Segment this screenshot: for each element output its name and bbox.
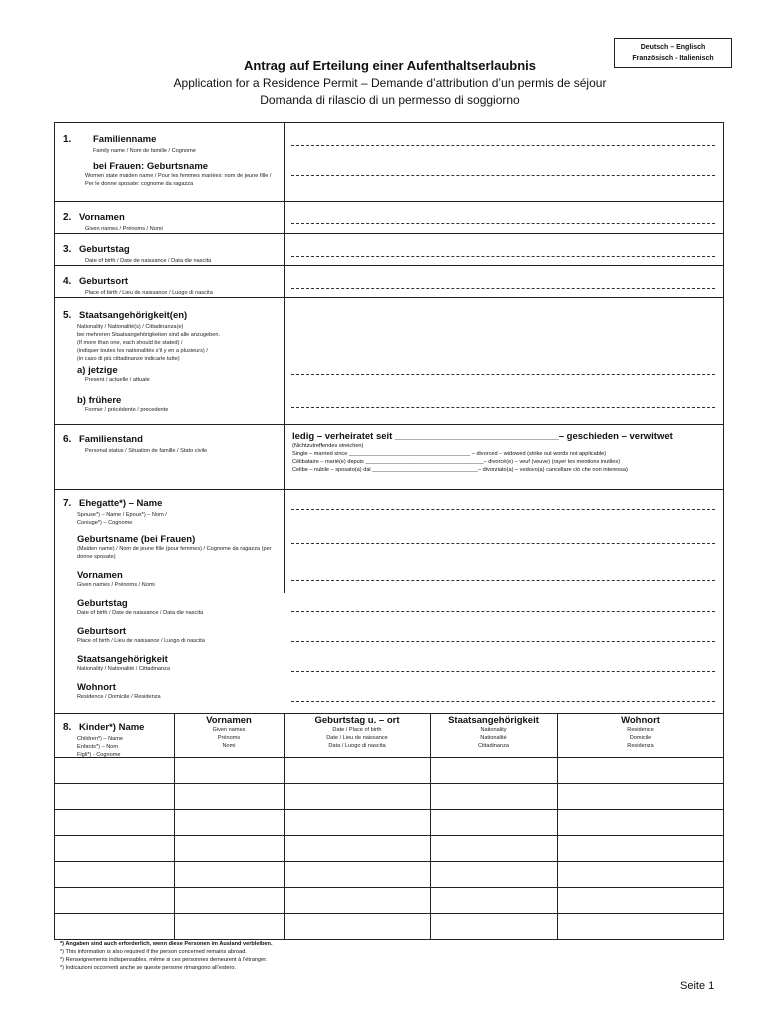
- spouse-nationality-label: Staatsangehörigkeit: [77, 654, 168, 665]
- spouse-maiden-sublabel: (Maiden name) / Nom de jeune fille (pour femmes) / Cognome da ragazza (per donne sposate): [77, 546, 272, 560]
- birth-date-field[interactable]: [291, 256, 715, 257]
- table-row[interactable]: [55, 757, 723, 758]
- col-header-label: Wohnort: [621, 715, 660, 726]
- spouse-nationality-field[interactable]: [291, 671, 715, 672]
- spouse-residence-label: Wohnort: [77, 682, 116, 693]
- col-header-sub: Data / Luogo di nascita: [328, 743, 386, 749]
- col-header-sub: Nationalité: [480, 735, 507, 741]
- col-header-sub: Cittadinanza: [477, 743, 510, 749]
- table-row[interactable]: [55, 809, 723, 810]
- section-label: Familienname: [93, 134, 157, 145]
- section-label: Staatsangehörigkeit(en): [79, 310, 188, 321]
- children-sublabel-en: Children*) – Name: [77, 736, 124, 742]
- footnote-en: *) This information is also required if the person concerned remains abroad.: [60, 949, 247, 955]
- spouse-residence-sublabel: Residence / Domicile / Residenza: [77, 694, 161, 700]
- col-header-label: Vornamen: [206, 715, 252, 726]
- section-number: 8.: [63, 722, 72, 733]
- section-spouse: [63, 493, 285, 701]
- section-sublabel-b: Coniuge*) – Cognome: [77, 520, 133, 526]
- spouse-given-label: Vornamen: [77, 570, 123, 581]
- col-header-sub: Residenza: [627, 743, 654, 749]
- section-nationality: [63, 305, 285, 414]
- nationality-present-sublabel: Present / actuelle / attuale: [85, 377, 150, 383]
- marital-status-options[interactable]: [292, 431, 722, 474]
- marital-line-it: Celibe – nubile – sposato(a) dal __________________________________– divorziato(a) – vedovo(a) cancellare ciò che non interessa): [292, 467, 628, 473]
- children-sublabel-fr: Enfants*) – Nom: [77, 744, 119, 750]
- col-header-sub: Residence: [627, 727, 654, 733]
- language-box: [614, 38, 732, 68]
- spouse-given-field[interactable]: [291, 580, 715, 581]
- section-sublabel: Place of birth / Lieu de naissance / Luogo di nascita: [85, 290, 213, 296]
- section-label: Geburtsort: [79, 276, 129, 287]
- col-header-sub: Domicile: [629, 735, 652, 741]
- col-header-sub: Nationality: [480, 727, 507, 733]
- col-header-sub: Nomi: [222, 743, 236, 749]
- nationality-present-label: a) jetzige: [77, 365, 118, 376]
- section-label: Geburtstag: [79, 244, 130, 255]
- section-number: 5.: [63, 310, 72, 321]
- form-subtitle-2: Domanda di rilascio di un permesso di soggiorno: [260, 93, 520, 107]
- spouse-birthdate-field[interactable]: [291, 611, 715, 612]
- spouse-birthdate-sublabel: Date of birth / Date de naissance / Data die nascita: [77, 610, 204, 616]
- col-header-sub: Prénoms: [217, 735, 241, 741]
- section-sublabel-e: (in caso di più cittadinanze indicarle tutte): [77, 356, 180, 362]
- section-number: 3.: [63, 244, 72, 255]
- col-header-sub: Date / Place of birth: [332, 727, 382, 733]
- spouse-maiden-field[interactable]: [291, 543, 715, 544]
- application-form: [54, 122, 724, 940]
- form-subtitle-1: Application for a Residence Permit – Demande d’attribution d’un permis de séjour: [173, 76, 607, 90]
- table-row[interactable]: [55, 835, 723, 836]
- col-header-label: Staatsangehörigkeit: [448, 715, 539, 726]
- section-label: Ehegatte*) – Name: [79, 498, 163, 509]
- section-number: 4.: [63, 276, 72, 287]
- col-header-residence: [558, 715, 723, 750]
- section-sublabel: Family name / Nom de famille / Cognome: [93, 148, 196, 154]
- marital-note: (Nichtzutreffendes streichen): [292, 443, 364, 449]
- row-separator: [55, 201, 723, 202]
- nationality-former-label: b) frühere: [77, 395, 122, 406]
- nationality-former-sublabel: Former / précédente / precedente: [85, 407, 169, 413]
- language-line-1: Deutsch – Englisch: [640, 44, 706, 51]
- spouse-birthplace-label: Geburtsort: [77, 626, 127, 637]
- page-number: Seite 1: [680, 980, 715, 992]
- section-birth-date: [63, 239, 285, 265]
- section-sublabel-b: bei mehreren Staatsangehörigkeiten sind alle anzugeben.: [77, 332, 221, 338]
- maiden-name-label: bei Frauen: Geburtsname: [93, 161, 209, 172]
- section-marital-status: [63, 429, 285, 455]
- section-label: Kinder*) Name: [79, 722, 145, 733]
- col-header-nationality: [431, 715, 556, 750]
- row-separator: [55, 265, 723, 266]
- nationality-present-field[interactable]: [291, 374, 715, 375]
- footnote-it: *) Indicazioni occorrenti anche se queste persone rimangono all’estero.: [60, 965, 236, 971]
- section-sublabel: Given names / Prénoms / Nomi: [85, 226, 163, 232]
- row-separator: [55, 424, 723, 425]
- row-separator: [55, 297, 723, 298]
- section-sublabel-c: (If more than one, each should be stated) /: [77, 340, 183, 346]
- spouse-nationality-sublabel: Nationality / Nationalité / Cittadinanza: [77, 666, 170, 672]
- section-sublabel: Nationality / Nationalité(s) / Cittadinanza(e): [77, 324, 184, 330]
- section-number: 7.: [63, 498, 72, 509]
- children-header: [63, 717, 173, 759]
- spouse-given-sublabel: Given names / Prénoms / Nomi: [77, 582, 155, 588]
- col-header-sub: Date / Lieu de naissance: [326, 735, 388, 741]
- row-separator: [55, 713, 723, 714]
- section-given-names: [63, 207, 285, 233]
- section-birth-place: [63, 271, 285, 297]
- marital-line-fr: Célibataire – marié(e) depuis ______________________________________– divorcé(e) – veuf (veuve) (rayer les mentions inutiles): [292, 459, 621, 465]
- language-line-2: Französisch - Italienisch: [632, 55, 714, 62]
- maiden-name-sublabel: Women state maiden name / Pour les femmes mariées: nom de jeune fille / Per le donne sposate: cognome da ragazza: [85, 173, 272, 187]
- col-header-label: Geburtstag u. – ort: [314, 715, 400, 726]
- family-name-field[interactable]: [291, 145, 715, 146]
- section-family-name: [63, 129, 285, 188]
- section-label: Vornamen: [79, 212, 125, 223]
- section-number: 2.: [63, 212, 72, 223]
- spouse-birthplace-sublabel: Place of birth / Lieu de naissance / Luogo di nascita: [77, 638, 205, 644]
- row-separator: [55, 489, 723, 490]
- children-sublabel-it: Figli*) - Cognome: [77, 752, 121, 758]
- col-header-given-names: [175, 715, 283, 750]
- form-title: Antrag auf Erteilung einer Aufenthaltserlaubnis: [243, 58, 537, 73]
- given-names-field[interactable]: [291, 223, 715, 224]
- spouse-birthplace-field[interactable]: [291, 641, 715, 642]
- col-header-sub: Given names: [212, 727, 246, 733]
- spouse-maiden-label: Geburtsname (bei Frauen): [77, 534, 196, 545]
- maiden-name-field[interactable]: [291, 175, 715, 176]
- table-row[interactable]: [55, 783, 723, 784]
- section-sublabel: Date of birth / Date de naissance / Data die nascita: [85, 258, 212, 264]
- table-row[interactable]: [55, 887, 723, 888]
- section-sublabel-d: (indiquer toutes les nationalités s’il y en a plusieurs) /: [77, 348, 208, 354]
- section-sublabel: Spouse*) – Name / Epoux*) – Nom /: [77, 512, 167, 518]
- footnotes: [60, 940, 273, 972]
- footnote-de: *) Angaben sind auch erforderlich, wenn diese Personen im Ausland verbleiben.: [60, 941, 273, 947]
- table-row[interactable]: [55, 861, 723, 862]
- section-sublabel: Personal status / Situation de famille / Stato civile: [85, 448, 208, 454]
- section-number: 6.: [63, 434, 72, 445]
- section-label: Familienstand: [79, 434, 143, 445]
- spouse-residence-field[interactable]: [291, 701, 715, 702]
- row-separator: [55, 233, 723, 234]
- marital-line-de: ledig – verheiratet seit _______________________________– geschieden – verwitwet: [292, 431, 673, 442]
- section-number: 1.: [63, 134, 72, 145]
- spouse-name-field[interactable]: [291, 509, 715, 510]
- marital-line-en: Single – married since _______________________________________ – divorced – widowed (strike out words not applicable): [292, 451, 607, 457]
- table-row[interactable]: [55, 913, 723, 914]
- footnote-fr: *) Renseignements indispensables, même si ces personnes demeurent à l’étranger.: [60, 957, 268, 963]
- birth-place-field[interactable]: [291, 288, 715, 289]
- spouse-birthdate-label: Geburtstag: [77, 598, 128, 609]
- col-header-birth: [285, 715, 429, 750]
- nationality-former-field[interactable]: [291, 407, 715, 408]
